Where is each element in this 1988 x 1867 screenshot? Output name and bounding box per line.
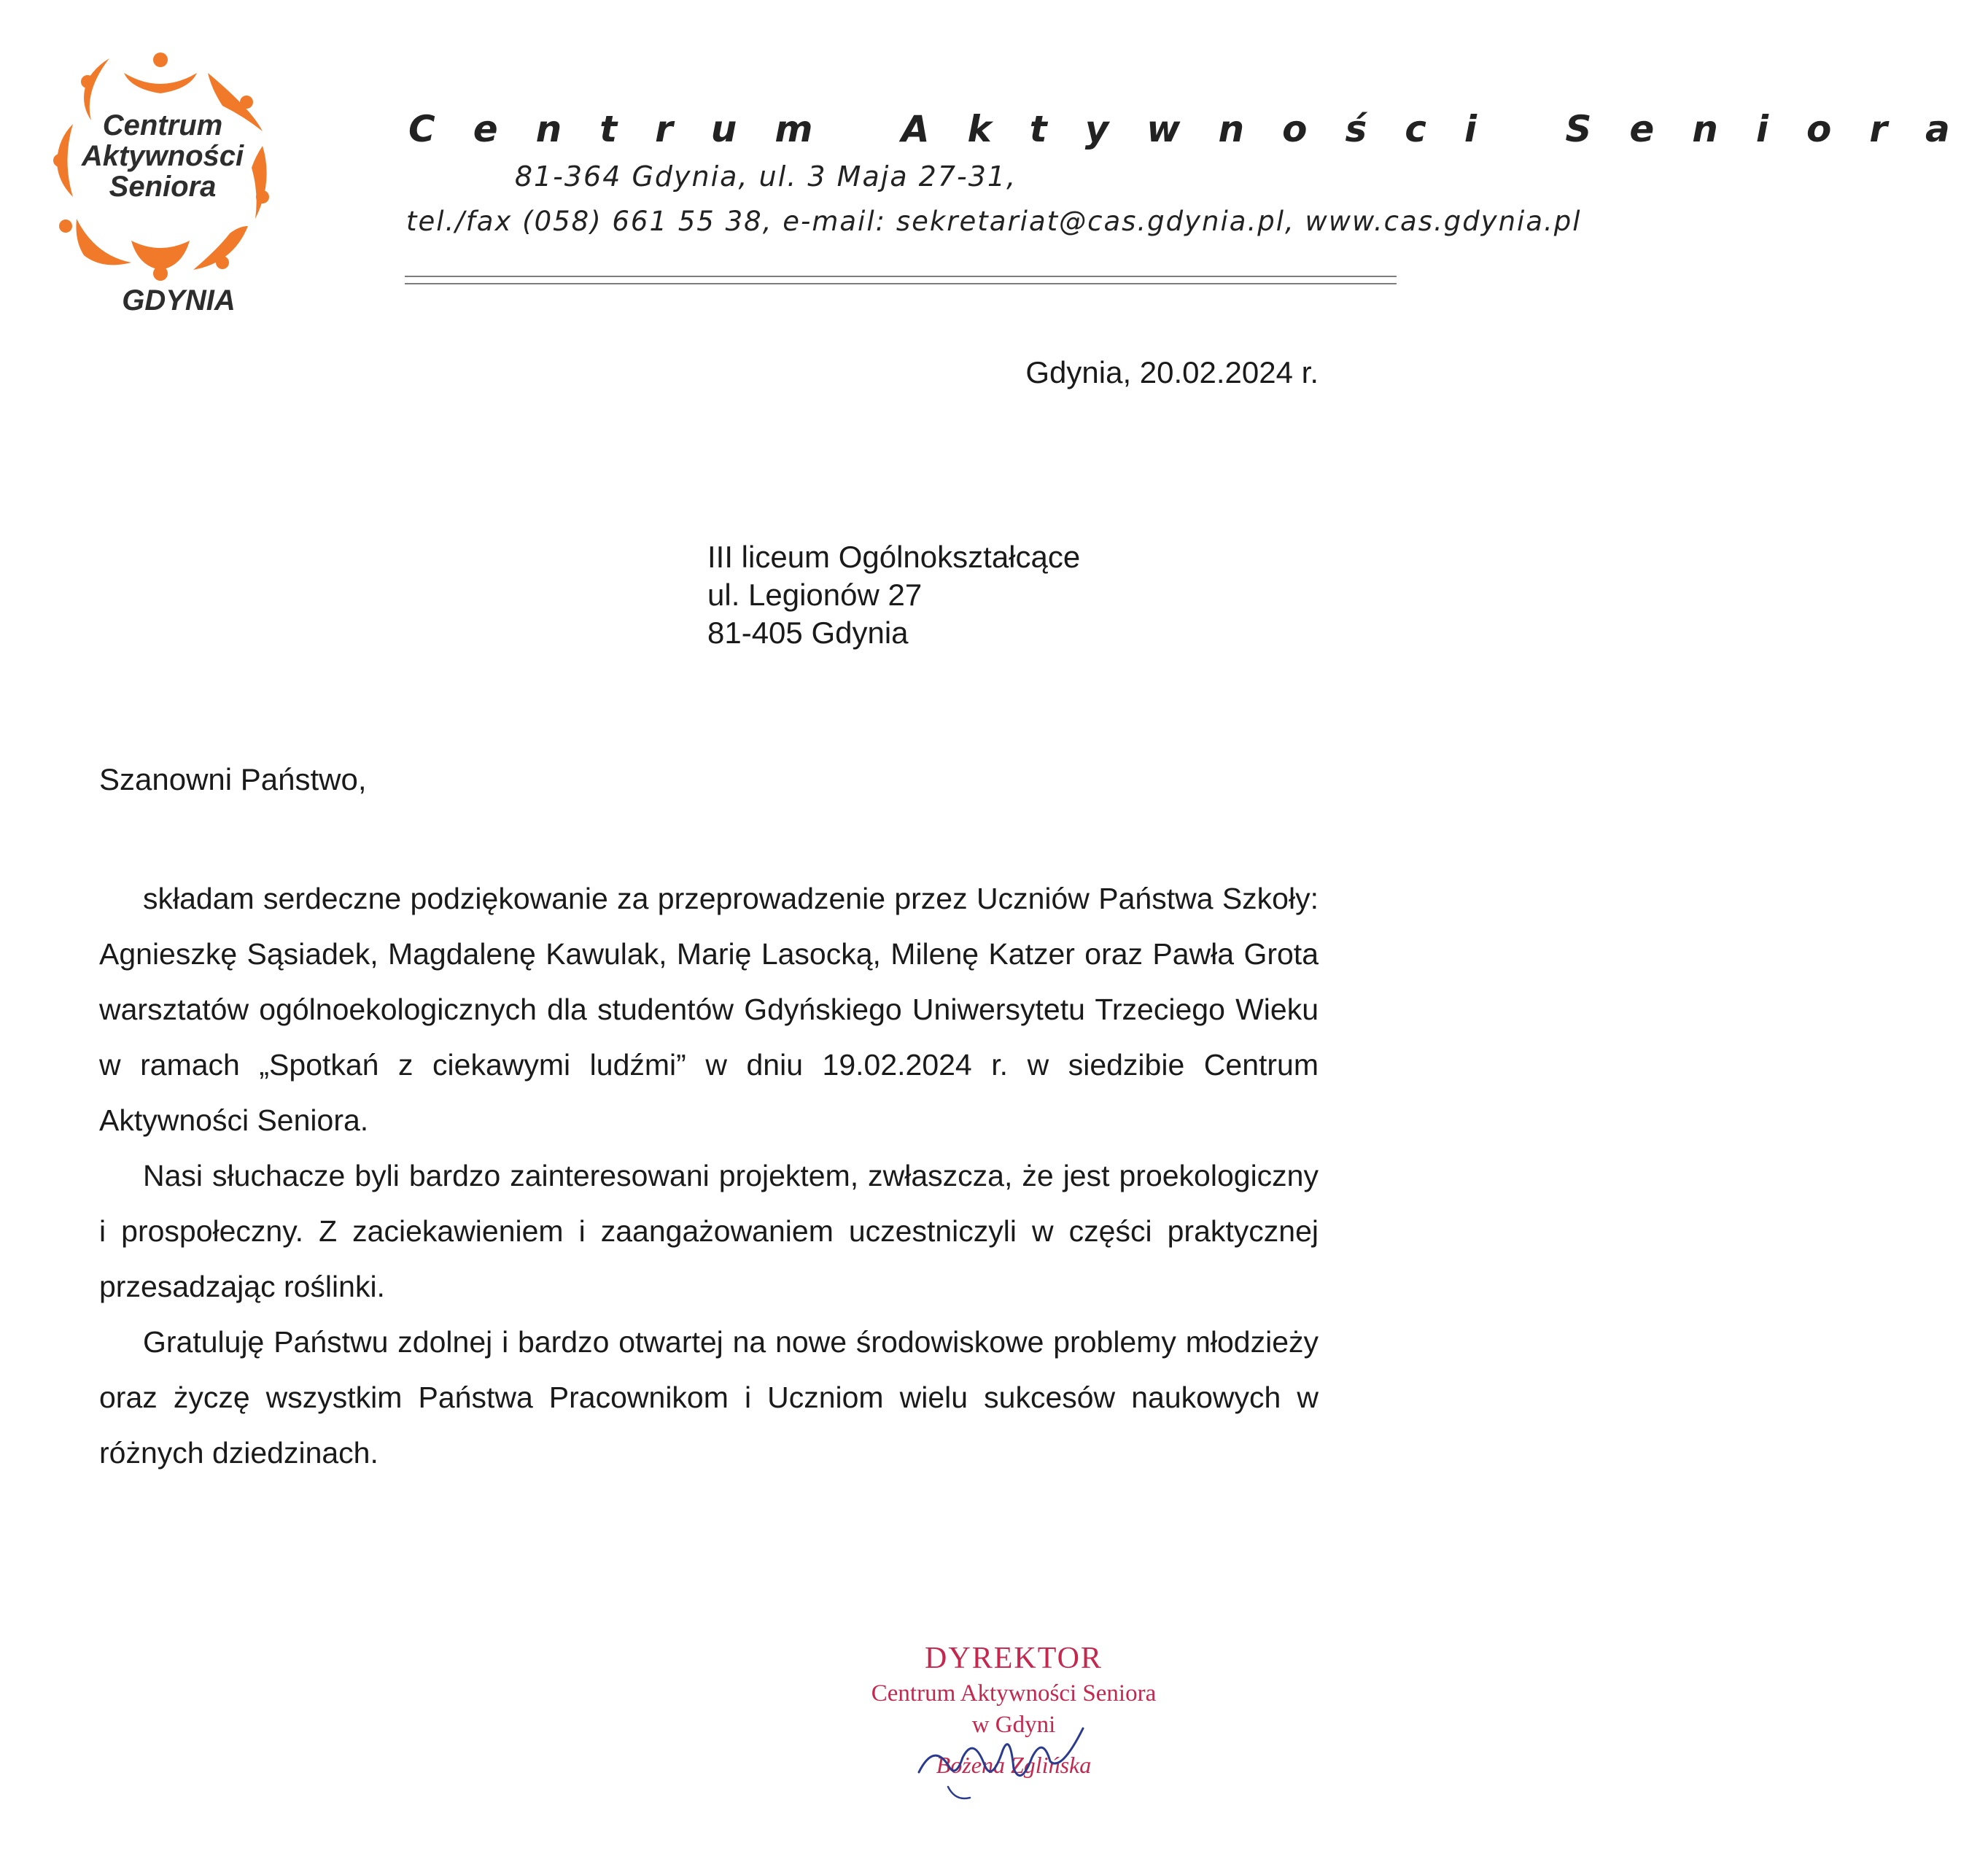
body-paragraph-3: Gratuluję Państwu zdolnej i bardzo otwartej na nowe środowiskowe problemy młodzieży oraz życzę wszystkim Państwa Pracownikom i Uczniom wielu sukcesów naukowych w różnych dziedzinach. [99,1325,1319,1470]
logo-text-line3: Seniora [109,171,217,203]
letterhead-contact: tel./fax (058) 661 55 38, e-mail: sekretariat@cas.gdynia.pl, www.cas.gdynia.pl [406,206,1582,237]
recipient-line-2: ul. Legionów 27 [707,578,923,612]
recipient-address [707,538,1080,652]
handwritten-signature [904,1699,1094,1809]
letter-date: Gdynia, 20.02.2024 r. [1025,355,1319,389]
stamp-city: w Gdyni [971,1712,1056,1738]
salutation: Szanowni Państwo, [99,762,367,796]
logo-text-line2: Aktywności [81,140,244,172]
letterhead-divider-top [405,276,1397,277]
stamp-institution: Centrum Aktywności Seniora [871,1680,1157,1707]
letterhead-divider-bottom [405,283,1397,284]
stamp-director-name: Bożena Zglińska [936,1752,1092,1778]
letterhead-address: 81-364 Gdynia, ul. 3 Maja 27-31, [514,160,1017,193]
recipient-line-3: 81-405 Gdynia [707,616,909,650]
logo-text-line1: Centrum [102,109,223,141]
body-paragraph-2: Nasi słuchacze byli bardzo zainteresowani projektem, zwłaszcza, że jest proekologiczny i prospołeczny. Z zaciekawieniem i zaangażowaniem uczestniczyli w części praktycznej przesadzając roślinki. [99,1159,1319,1303]
logo-city: GDYNIA [122,284,236,317]
stamp-title: DYREKTOR [925,1642,1103,1675]
letterhead-org-name: Centrum Aktywności Seniora [408,108,1988,150]
letter-body [99,871,1319,1480]
body-paragraph-1: składam serdeczne podziękowanie za przeprowadzenie przez Uczniów Państwa Szkoły: Agnieszkę Sąsiadek, Magdalenę Kawulak, Marię Lasocką, Milenę Katzer oraz Pawła Grota warsztatów ogólnoekologicznych dla studentów Gdyńskiego Uniwersytetu Trzeciego Wieku w ramach „Spotkań z ciekawymi ludźmi” w dniu 19.02.2024 r. w siedzibie Centrum Aktywności Seniora. [99,882,1319,1137]
recipient-line-1: III liceum Ogólnokształcące [707,540,1081,574]
